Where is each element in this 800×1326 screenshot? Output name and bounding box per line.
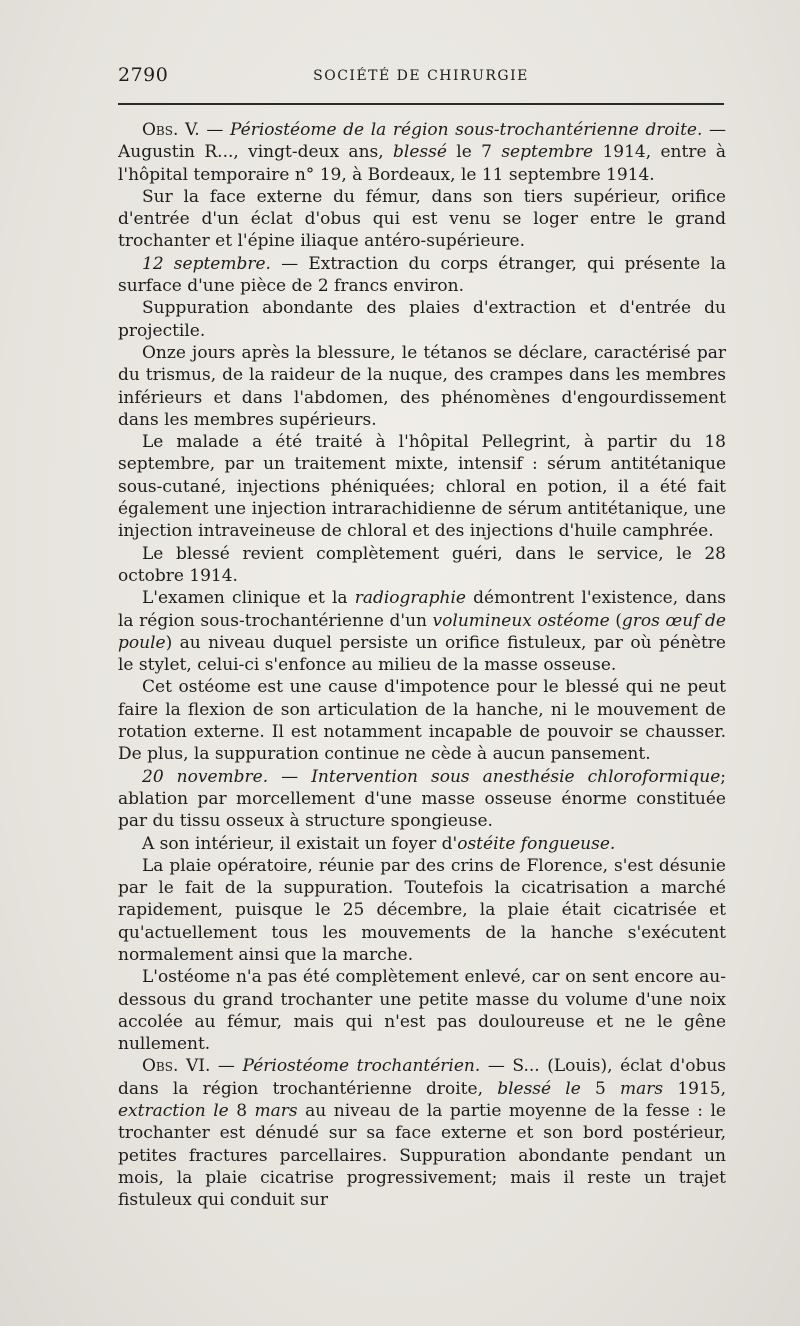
paragraph: Le blessé revient complètement guéri, dans le service, le 28 octobre 1914. [118, 543, 726, 586]
paragraph: 12 septembre. — Extraction du corps étranger, qui présente la surface d'une pièce de 2 francs environ. [118, 253, 726, 297]
paragraph: Onze jours après la blessure, le tétanos se déclare, caractérisé par du trismus, de la raideur de la nuque, des crampes dans les membres inférieurs et dans l'abdomen, des phénomènes d'engourdissement dans les membres supérieurs. [118, 342, 726, 430]
page-number: 2790 [118, 64, 169, 86]
paragraph-obs-vi-heading: Obs. VI. — Périostéome trochantérien. — S... (Louis), éclat d'obus dans la région trochantérienne droite, blessé le 5 mars 1915, extraction le 8 mars au niveau de la partie moyenne de la fesse : le trochanter est dénudé sur sa face externe et son bord postérieur, petites fractures parcellaires. Suppuration abondante pendant un mois, la plaie cicatrise progressivement; mais il reste un trajet fistuleux qui conduit sur [118, 1056, 727, 1211]
paragraph: Le malade a été traité à l'hôpital Pellegrint, à partir du 18 septembre, par un traitement mixte, intensif : sérum antitétanique sous-cutané, injections phéniquées; chloral en potion, il a été fait également une injection intrarachidienne de sérum antitétanique, une injection intraveineuse de chloral et des injections d'huile camphrée. [118, 432, 726, 542]
running-title: SOCIÉTÉ DE CHIRURGIE [313, 68, 529, 84]
paragraph-obs-v-heading: Obs. V. — Périostéome de la région sous-trochantérienne droite. — Augustin R..., vingt-deux ans, blessé le 7 septembre 1914, entre à l'hôpital temporaire n° 19, à Bordeaux, le 11 septembre 1914. [118, 120, 727, 185]
paragraph: 20 novembre. — Intervention sous anesthésie chloroformique; ablation par morcellement d'une masse osseuse énorme constituée par du tissu osseux à structure spongieuse. [118, 766, 726, 832]
paragraph: A son intérieur, il existait un foyer d'ostéite fongueuse. [142, 833, 616, 854]
page-header [118, 62, 724, 92]
paragraph: Suppuration abondante des plaies d'extraction et d'entrée du projectile. [118, 298, 726, 341]
body-text [118, 119, 726, 1212]
paragraph: La plaie opératoire, réunie par des crins de Florence, s'est désunie par le fait de la suppuration. Toutefois la cicatrisation a marché rapidement, puisque le 25 décembre, la plaie était cicatrisée et qu'actuellement tous les mouvements de la hanche s'exécutent normalement ainsi que la marche. [118, 855, 726, 965]
header-rule [118, 103, 724, 105]
paragraph: Sur la face externe du fémur, dans son tiers supérieur, orifice d'entrée d'un éclat d'obus qui est venu se loger entre le grand trochanter et l'épine iliaque antéro-supérieure. [118, 186, 726, 252]
paragraph: L'examen clinique et la radiographie démontrent l'existence, dans la région sous-trochantérienne d'un volumineux ostéome (gros œuf de poule) au niveau duquel persiste un orifice fistuleux, par où pénètre le stylet, celui-ci s'enfonce au milieu de la masse osseuse. [118, 588, 726, 676]
paragraph: Cet ostéome est une cause d'impotence pour le blessé qui ne peut faire la flexion de son articulation de la hanche, ni le mouvement de rotation externe. Il est notamment incapable de pouvoir se chausser. De plus, la suppuration continue ne cède à aucun pansement. [118, 677, 726, 765]
paragraph: L'ostéome n'a pas été complètement enlevé, car on sent encore au-dessous du grand trochanter une petite masse du volume d'une noix accolée au fémur, mais qui n'est pas douloureuse et ne le gêne nullement. [118, 967, 726, 1055]
